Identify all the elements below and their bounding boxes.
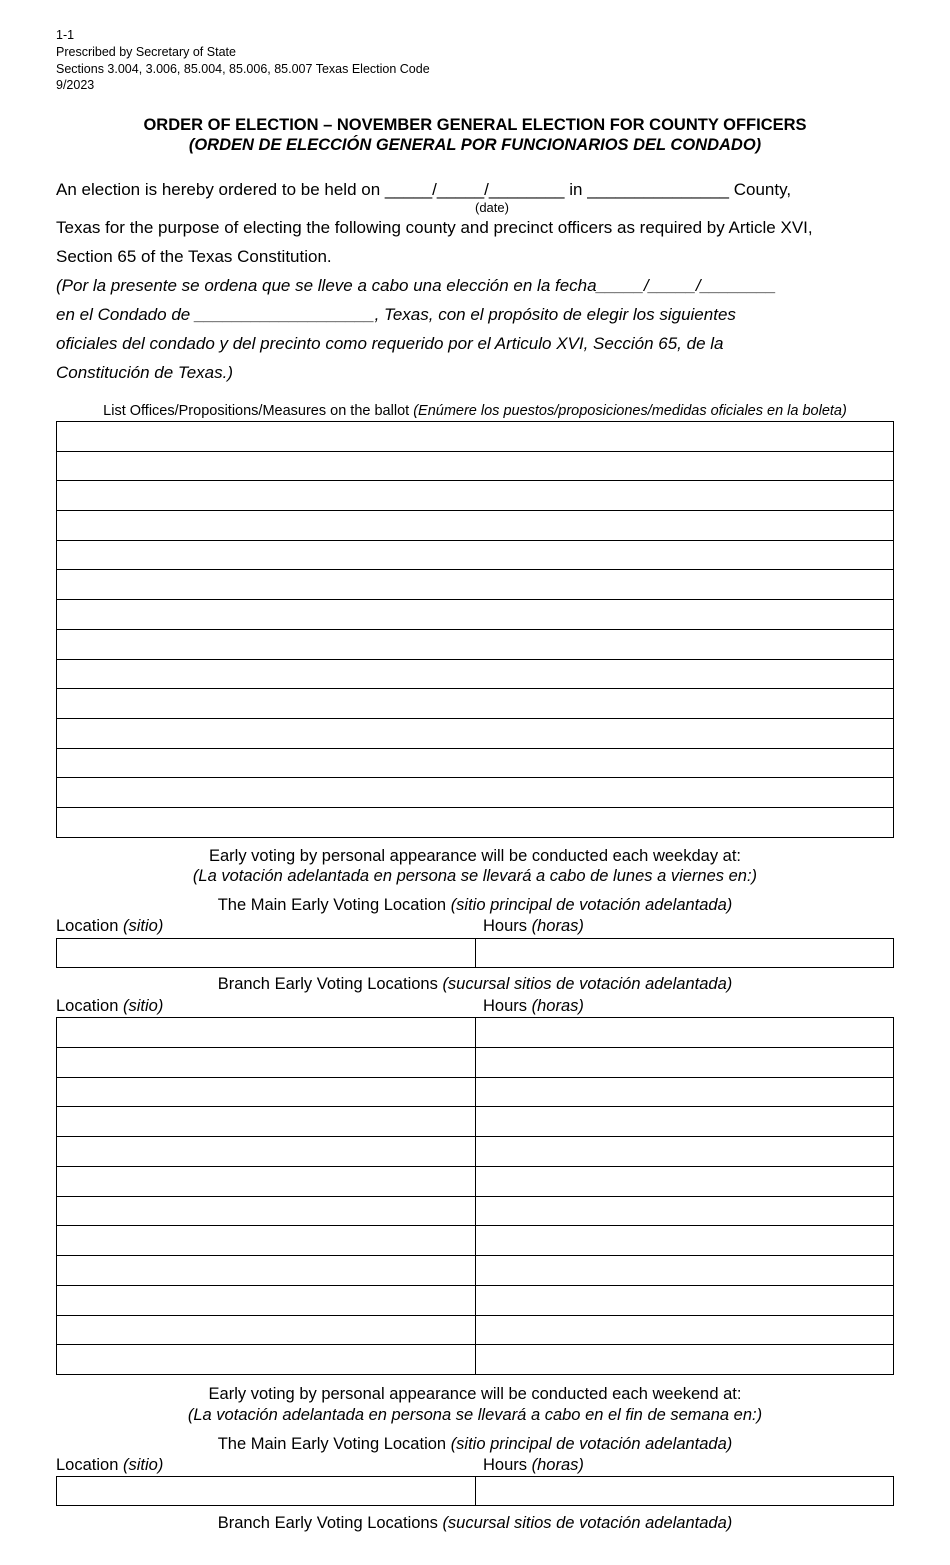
- weekday-branch-hours-cell[interactable]: [475, 1226, 894, 1256]
- weekday-branch-hours-cell[interactable]: [475, 1077, 894, 1107]
- weekday-branch-hours-cell[interactable]: [475, 1166, 894, 1196]
- weekday-branch-row: [57, 1256, 894, 1286]
- office-cell[interactable]: [57, 629, 894, 659]
- weekday-branch-row: [57, 1315, 894, 1345]
- order-es-line-3: oficiales del condado y del precinto como requerido por el Articulo XVI, Sección 65, de la: [56, 334, 724, 353]
- weekday-branch-hours-cell[interactable]: [475, 1285, 894, 1315]
- weekday-branch-location-cell[interactable]: [57, 1345, 476, 1375]
- office-row: [57, 570, 894, 600]
- office-row: [57, 629, 894, 659]
- weekend-location-label: Location (sitio): [56, 1456, 164, 1474]
- weekday-branch-hours-cell[interactable]: [475, 1047, 894, 1077]
- office-cell[interactable]: [57, 600, 894, 630]
- office-row: [57, 540, 894, 570]
- order-line-2: Texas for the purpose of electing the following county and precinct officers as required by Article XVI,: [56, 218, 813, 237]
- weekend-main-row: [57, 1477, 894, 1506]
- weekday-main-label: The Main Early Voting Location (sitio principal de votación adelantada): [217, 896, 733, 914]
- weekday-main-location-cell[interactable]: [57, 939, 476, 968]
- weekday-branch-row: [57, 1047, 894, 1077]
- weekday-branch-hours-cell[interactable]: [475, 1315, 894, 1345]
- weekday-branch-hours-cell[interactable]: [475, 1196, 894, 1226]
- weekend-main-label: The Main Early Voting Location (sitio principal de votación adelantada): [217, 1435, 733, 1453]
- weekday-branch-location-cell[interactable]: [57, 1226, 476, 1256]
- weekday-branch-table: [56, 1017, 894, 1375]
- revision-date: 9/2023: [56, 78, 95, 92]
- weekday-branch-row: [57, 1166, 894, 1196]
- office-cell[interactable]: [57, 511, 894, 541]
- office-cell[interactable]: [57, 481, 894, 511]
- office-row: [57, 778, 894, 808]
- office-row: [57, 659, 894, 689]
- weekday-branch-row: [57, 1018, 894, 1048]
- weekday-branch-location-cell[interactable]: [57, 1107, 476, 1137]
- page-title: ORDER OF ELECTION – NOVEMBER GENERAL ELECTION FOR COUNTY OFFICERS: [143, 116, 807, 134]
- weekend-main-table: [56, 1476, 894, 1506]
- weekday-main-hours-cell[interactable]: [475, 939, 894, 968]
- office-row: [57, 422, 894, 452]
- office-cell[interactable]: [57, 718, 894, 748]
- office-cell[interactable]: [57, 778, 894, 808]
- weekday-branch-location-label: Location (sitio): [56, 997, 164, 1015]
- offices-list-label: List Offices/Propositions/Measures on the ballot (Enúmere los puestos/proposiciones/medidas oficiales en la boleta): [103, 403, 847, 419]
- weekday-branch-row: [57, 1196, 894, 1226]
- weekday-branch-row: [57, 1226, 894, 1256]
- weekday-branch-hours-cell[interactable]: [475, 1107, 894, 1137]
- weekday-branch-hours-label: Hours (horas): [483, 997, 584, 1015]
- weekday-branch-row: [57, 1077, 894, 1107]
- weekday-branch-hours-cell[interactable]: [475, 1345, 894, 1375]
- weekday-hours-label: Hours (horas): [483, 917, 584, 935]
- weekday-heading-es: (La votación adelantada en persona se llevará a cabo de lunes a viernes en:): [192, 867, 758, 885]
- office-cell[interactable]: [57, 570, 894, 600]
- office-row: [57, 718, 894, 748]
- weekday-branch-location-cell[interactable]: [57, 1137, 476, 1167]
- weekday-branch-location-cell[interactable]: [57, 1018, 476, 1048]
- office-cell[interactable]: [57, 748, 894, 778]
- office-row: [57, 748, 894, 778]
- weekend-heading: Early voting by personal appearance will be conducted each weekend at:: [208, 1385, 742, 1403]
- weekday-branch-hours-cell[interactable]: [475, 1137, 894, 1167]
- weekday-branch-row: [57, 1345, 894, 1375]
- weekday-main-table: [56, 938, 894, 968]
- order-line-1: An election is hereby ordered to be held on _____/_____/________ in _______________ County,: [56, 180, 792, 199]
- weekday-branch-location-cell[interactable]: [57, 1285, 476, 1315]
- offices-table: [56, 421, 894, 838]
- form-number: 1-1: [56, 28, 75, 42]
- office-cell[interactable]: [57, 451, 894, 481]
- weekend-heading-es: (La votación adelantada en persona se llevará a cabo en el fin de semana en:): [187, 1406, 763, 1424]
- weekday-branch-location-cell[interactable]: [57, 1256, 476, 1286]
- weekday-heading: Early voting by personal appearance will be conducted each weekday at:: [209, 847, 741, 865]
- office-row: [57, 511, 894, 541]
- office-cell[interactable]: [57, 689, 894, 719]
- office-row: [57, 600, 894, 630]
- date-caption: (date): [475, 200, 509, 215]
- weekday-branch-location-cell[interactable]: [57, 1196, 476, 1226]
- order-line-3: Section 65 of the Texas Constitution.: [56, 247, 332, 266]
- weekend-main-hours-cell[interactable]: [475, 1477, 894, 1506]
- weekend-branch-label: Branch Early Voting Locations (sucursal sitios de votación adelantada): [217, 1514, 733, 1532]
- page-title-es: (ORDEN DE ELECCIÓN GENERAL POR FUNCIONARIOS DEL CONDADO): [188, 136, 762, 154]
- weekend-hours-label: Hours (horas): [483, 1456, 584, 1474]
- office-cell[interactable]: [57, 422, 894, 452]
- office-row: [57, 481, 894, 511]
- weekend-main-location-cell[interactable]: [57, 1477, 476, 1506]
- weekday-location-label: Location (sitio): [56, 917, 164, 935]
- weekday-branch-hours-cell[interactable]: [475, 1018, 894, 1048]
- weekday-branch-location-cell[interactable]: [57, 1047, 476, 1077]
- order-es-line-4: Constitución de Texas.): [56, 363, 234, 382]
- office-row: [57, 807, 894, 837]
- prescribed-by: Prescribed by Secretary of State: [56, 45, 236, 59]
- weekday-main-row: [57, 939, 894, 968]
- order-es-line-1: (Por la presente se ordena que se lleve a cabo una elección en la fecha_____/_____/________: [56, 276, 777, 295]
- office-row: [57, 451, 894, 481]
- weekday-branch-hours-cell[interactable]: [475, 1256, 894, 1286]
- office-cell[interactable]: [57, 659, 894, 689]
- order-es-line-2: en el Condado de ___________________, Texas, con el propósito de elegir los siguientes: [56, 305, 736, 324]
- weekday-branch-label: Branch Early Voting Locations (sucursal sitios de votación adelantada): [217, 975, 733, 993]
- weekday-branch-row: [57, 1137, 894, 1167]
- statute-sections: Sections 3.004, 3.006, 85.004, 85.006, 85.007 Texas Election Code: [56, 62, 430, 76]
- weekday-branch-location-cell[interactable]: [57, 1077, 476, 1107]
- weekday-branch-row: [57, 1107, 894, 1137]
- office-cell[interactable]: [57, 540, 894, 570]
- weekday-branch-location-cell[interactable]: [57, 1315, 476, 1345]
- office-cell[interactable]: [57, 807, 894, 837]
- weekday-branch-row: [57, 1285, 894, 1315]
- weekday-branch-location-cell[interactable]: [57, 1166, 476, 1196]
- office-row: [57, 689, 894, 719]
